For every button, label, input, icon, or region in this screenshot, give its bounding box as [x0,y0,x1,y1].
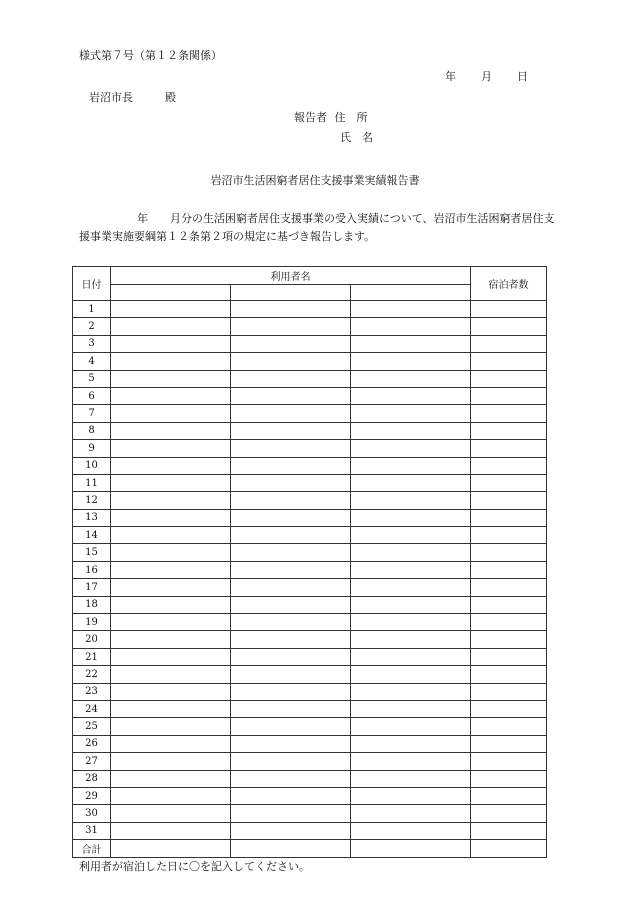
nights-cell[interactable] [471,474,547,491]
row-date-cell: 27 [73,753,111,770]
row-date-cell: 7 [73,405,111,422]
row-date-cell: 4 [73,353,111,370]
row-date-cell: 15 [73,544,111,561]
row-date-cell: 10 [73,457,111,474]
user-cell-3[interactable] [351,787,471,804]
user-cell-3[interactable] [351,370,471,387]
row-date-cell: 17 [73,579,111,596]
user-cell-3[interactable] [351,579,471,596]
user-cell-3[interactable] [351,387,471,404]
user-cell-1[interactable] [111,387,231,404]
user-cell-1[interactable] [111,301,231,318]
user-name-column-1[interactable] [111,285,231,301]
table-row [73,770,547,787]
table-total-row [73,840,547,857]
user-cell-2[interactable] [231,474,351,491]
user-cell-3[interactable] [351,353,471,370]
user-cell-2[interactable] [231,822,351,839]
user-cell-2[interactable] [231,387,351,404]
table-row [73,822,547,839]
user-cell-1[interactable] [111,614,231,631]
nights-cell[interactable] [471,596,547,613]
addressee-name: 岩沼市長 [89,91,133,104]
row-date-cell: 20 [73,631,111,648]
row-date-cell: 23 [73,683,111,700]
user-cell-2[interactable] [231,509,351,526]
user-cell-1[interactable] [111,561,231,578]
body-text: 月分の生活困窮者居住支援事業の受入実績について、岩沼市生活困窮者居住支援事業実施要綱第１２条第２項の規定に基づき報告します。 [79,212,555,243]
user-cell-3[interactable] [351,492,471,509]
nights-cell[interactable] [471,770,547,787]
table-row [73,700,547,717]
user-cell-2[interactable] [231,457,351,474]
header-user-names: 利用者名 [111,267,471,285]
table-row [73,318,547,335]
user-cell-1[interactable] [111,370,231,387]
user-cell-1[interactable] [111,440,231,457]
user-cell-1[interactable] [111,422,231,439]
table-row [73,544,547,561]
row-date-cell: 9 [73,440,111,457]
row-date-cell: 12 [73,492,111,509]
user-cell-3[interactable] [351,822,471,839]
user-cell-1[interactable] [111,718,231,735]
header-nights: 宿泊者数 [471,267,547,301]
user-cell-2[interactable] [231,301,351,318]
user-cell-2[interactable] [231,735,351,752]
table-row [73,335,547,352]
nights-cell[interactable] [471,666,547,683]
user-cell-3[interactable] [351,718,471,735]
user-cell-1[interactable] [111,683,231,700]
user-cell-2[interactable] [231,631,351,648]
table-row [73,596,547,613]
row-date-cell: 8 [73,422,111,439]
user-cell-1[interactable] [111,509,231,526]
nights-cell[interactable] [471,700,547,717]
row-date-cell: 31 [73,822,111,839]
nights-cell[interactable] [471,370,547,387]
nights-cell[interactable] [471,631,547,648]
user-cell-1[interactable] [111,474,231,491]
user-cell-3[interactable] [351,544,471,561]
nights-cell[interactable] [471,405,547,422]
nights-cell[interactable] [471,492,547,509]
user-cell-1[interactable] [111,648,231,665]
row-date-cell: 6 [73,387,111,404]
table-row [73,422,547,439]
row-date-cell: 13 [73,509,111,526]
user-cell-2[interactable] [231,440,351,457]
table-row [73,579,547,596]
nights-cell[interactable] [471,648,547,665]
table-row [73,509,547,526]
user-cell-1[interactable] [111,770,231,787]
table-row [73,474,547,491]
table-row [73,387,547,404]
user-cell-1[interactable] [111,318,231,335]
row-date-cell: 11 [73,474,111,491]
user-cell-2[interactable] [231,666,351,683]
table-row [73,631,547,648]
nights-cell[interactable] [471,509,547,526]
user-cell-1[interactable] [111,527,231,544]
nights-cell[interactable] [471,787,547,804]
table-row [73,718,547,735]
table-row [73,787,547,804]
user-cell-1[interactable] [111,753,231,770]
body-year-label: 年 [137,212,148,225]
nights-cell[interactable] [471,561,547,578]
user-cell-3[interactable] [351,735,471,752]
body-paragraph [79,210,559,246]
user-cell-1[interactable] [111,457,231,474]
user-cell-1[interactable] [111,335,231,352]
table-row [73,405,547,422]
reporter-name-label: 氏 名 [340,131,373,144]
user-cell-3[interactable] [351,527,471,544]
user-cell-2[interactable] [231,370,351,387]
row-date-cell: 1 [73,301,111,318]
row-date-cell: 30 [73,805,111,822]
user-cell-3[interactable] [351,596,471,613]
user-name-column-2[interactable] [231,285,351,301]
table-row [73,353,547,370]
row-date-cell: 22 [73,666,111,683]
nights-cell[interactable] [471,457,547,474]
user-cell-2[interactable] [231,787,351,804]
table-body [73,301,547,858]
nights-cell[interactable] [471,301,547,318]
addressee-honorific: 殿 [165,91,176,104]
table-row [73,648,547,665]
nights-cell[interactable] [471,318,547,335]
user-cell-1[interactable] [111,735,231,752]
date-line [445,70,528,84]
user-cell-2[interactable] [231,492,351,509]
user-cell-3[interactable] [351,318,471,335]
user-cell-2[interactable] [231,770,351,787]
user-cell-1[interactable] [111,405,231,422]
user-cell-1[interactable] [111,787,231,804]
report-table [72,266,547,858]
row-date-cell: 18 [73,596,111,613]
user-cell-1[interactable] [111,631,231,648]
user-cell-2[interactable] [231,614,351,631]
user-cell-2[interactable] [231,544,351,561]
user-cell-1[interactable] [111,492,231,509]
user-cell-3[interactable] [351,509,471,526]
user-cell-1[interactable] [111,544,231,561]
user-cell-3[interactable] [351,840,471,857]
user-cell-3[interactable] [351,770,471,787]
user-name-column-3[interactable] [351,285,471,301]
row-date-cell: 24 [73,700,111,717]
row-date-cell: 14 [73,527,111,544]
user-cell-3[interactable] [351,700,471,717]
nights-cell[interactable] [471,440,547,457]
user-cell-3[interactable] [351,561,471,578]
user-cell-3[interactable] [351,440,471,457]
table-row [73,457,547,474]
user-cell-1[interactable] [111,596,231,613]
nights-cell[interactable] [471,822,547,839]
user-cell-2[interactable] [231,718,351,735]
user-cell-2[interactable] [231,753,351,770]
user-cell-3[interactable] [351,474,471,491]
nights-cell[interactable] [471,614,547,631]
nights-cell[interactable] [471,527,547,544]
table-row [73,614,547,631]
row-date-cell: 16 [73,561,111,578]
table-row [73,753,547,770]
header-date: 日付 [73,267,111,301]
user-cell-2[interactable] [231,527,351,544]
table-row [73,683,547,700]
table-row [73,527,547,544]
user-cell-3[interactable] [351,405,471,422]
user-cell-1[interactable] [111,700,231,717]
reporter-address-label: 住 所 [334,111,368,124]
nights-cell[interactable] [471,753,547,770]
user-cell-3[interactable] [351,422,471,439]
table-row [73,370,547,387]
user-cell-2[interactable] [231,405,351,422]
table-row [73,805,547,822]
user-cell-1[interactable] [111,805,231,822]
nights-cell[interactable] [471,422,547,439]
table-row [73,561,547,578]
user-cell-3[interactable] [351,457,471,474]
nights-cell[interactable] [471,718,547,735]
nights-cell[interactable] [471,335,547,352]
form-number: 様式第７号（第１２条関係） [79,49,222,62]
nights-cell[interactable] [471,683,547,700]
user-cell-2[interactable] [231,335,351,352]
user-cell-3[interactable] [351,753,471,770]
row-date-cell: 25 [73,718,111,735]
date-day-label: 日 [517,70,528,83]
row-date-cell: 21 [73,648,111,665]
user-cell-3[interactable] [351,614,471,631]
date-year-label: 年 [445,70,456,83]
table-row [73,492,547,509]
reporter-name-line [340,131,373,145]
table-row [73,735,547,752]
reporter-label: 報告者 [294,111,327,124]
user-cell-3[interactable] [351,805,471,822]
user-cell-1[interactable] [111,579,231,596]
user-cell-2[interactable] [231,318,351,335]
user-cell-2[interactable] [231,596,351,613]
user-cell-3[interactable] [351,301,471,318]
user-cell-3[interactable] [351,648,471,665]
user-cell-2[interactable] [231,648,351,665]
addressee [89,91,176,105]
user-cell-1[interactable] [111,666,231,683]
nights-cell[interactable] [471,840,547,857]
row-date-cell: 2 [73,318,111,335]
row-date-cell: 19 [73,614,111,631]
document-title: 岩沼市生活困窮者居住支援事業実績報告書 [210,174,420,187]
row-date-cell: 29 [73,787,111,804]
user-cell-1[interactable] [111,353,231,370]
nights-cell[interactable] [471,579,547,596]
nights-cell[interactable] [471,353,547,370]
user-cell-3[interactable] [351,683,471,700]
reporter-address-line [294,111,368,125]
user-cell-2[interactable] [231,840,351,857]
table-row [73,440,547,457]
user-cell-2[interactable] [231,422,351,439]
row-date-cell: 26 [73,735,111,752]
user-cell-1[interactable] [111,840,231,857]
user-cell-2[interactable] [231,805,351,822]
row-date-cell: 28 [73,770,111,787]
user-cell-2[interactable] [231,683,351,700]
user-cell-2[interactable] [231,561,351,578]
user-cell-3[interactable] [351,631,471,648]
table-row [73,666,547,683]
nights-cell[interactable] [471,735,547,752]
footnote: 利用者が宿泊した日に〇を記入してください。 [79,860,310,873]
user-cell-1[interactable] [111,822,231,839]
date-month-label: 月 [481,70,492,83]
user-cell-3[interactable] [351,666,471,683]
user-cell-2[interactable] [231,353,351,370]
user-cell-2[interactable] [231,579,351,596]
row-date-cell: 5 [73,370,111,387]
nights-cell[interactable] [471,387,547,404]
row-date-cell: 3 [73,335,111,352]
row-date-cell: 合計 [73,840,111,857]
nights-cell[interactable] [471,544,547,561]
table-row [73,301,547,318]
user-cell-3[interactable] [351,335,471,352]
user-cell-2[interactable] [231,700,351,717]
nights-cell[interactable] [471,805,547,822]
